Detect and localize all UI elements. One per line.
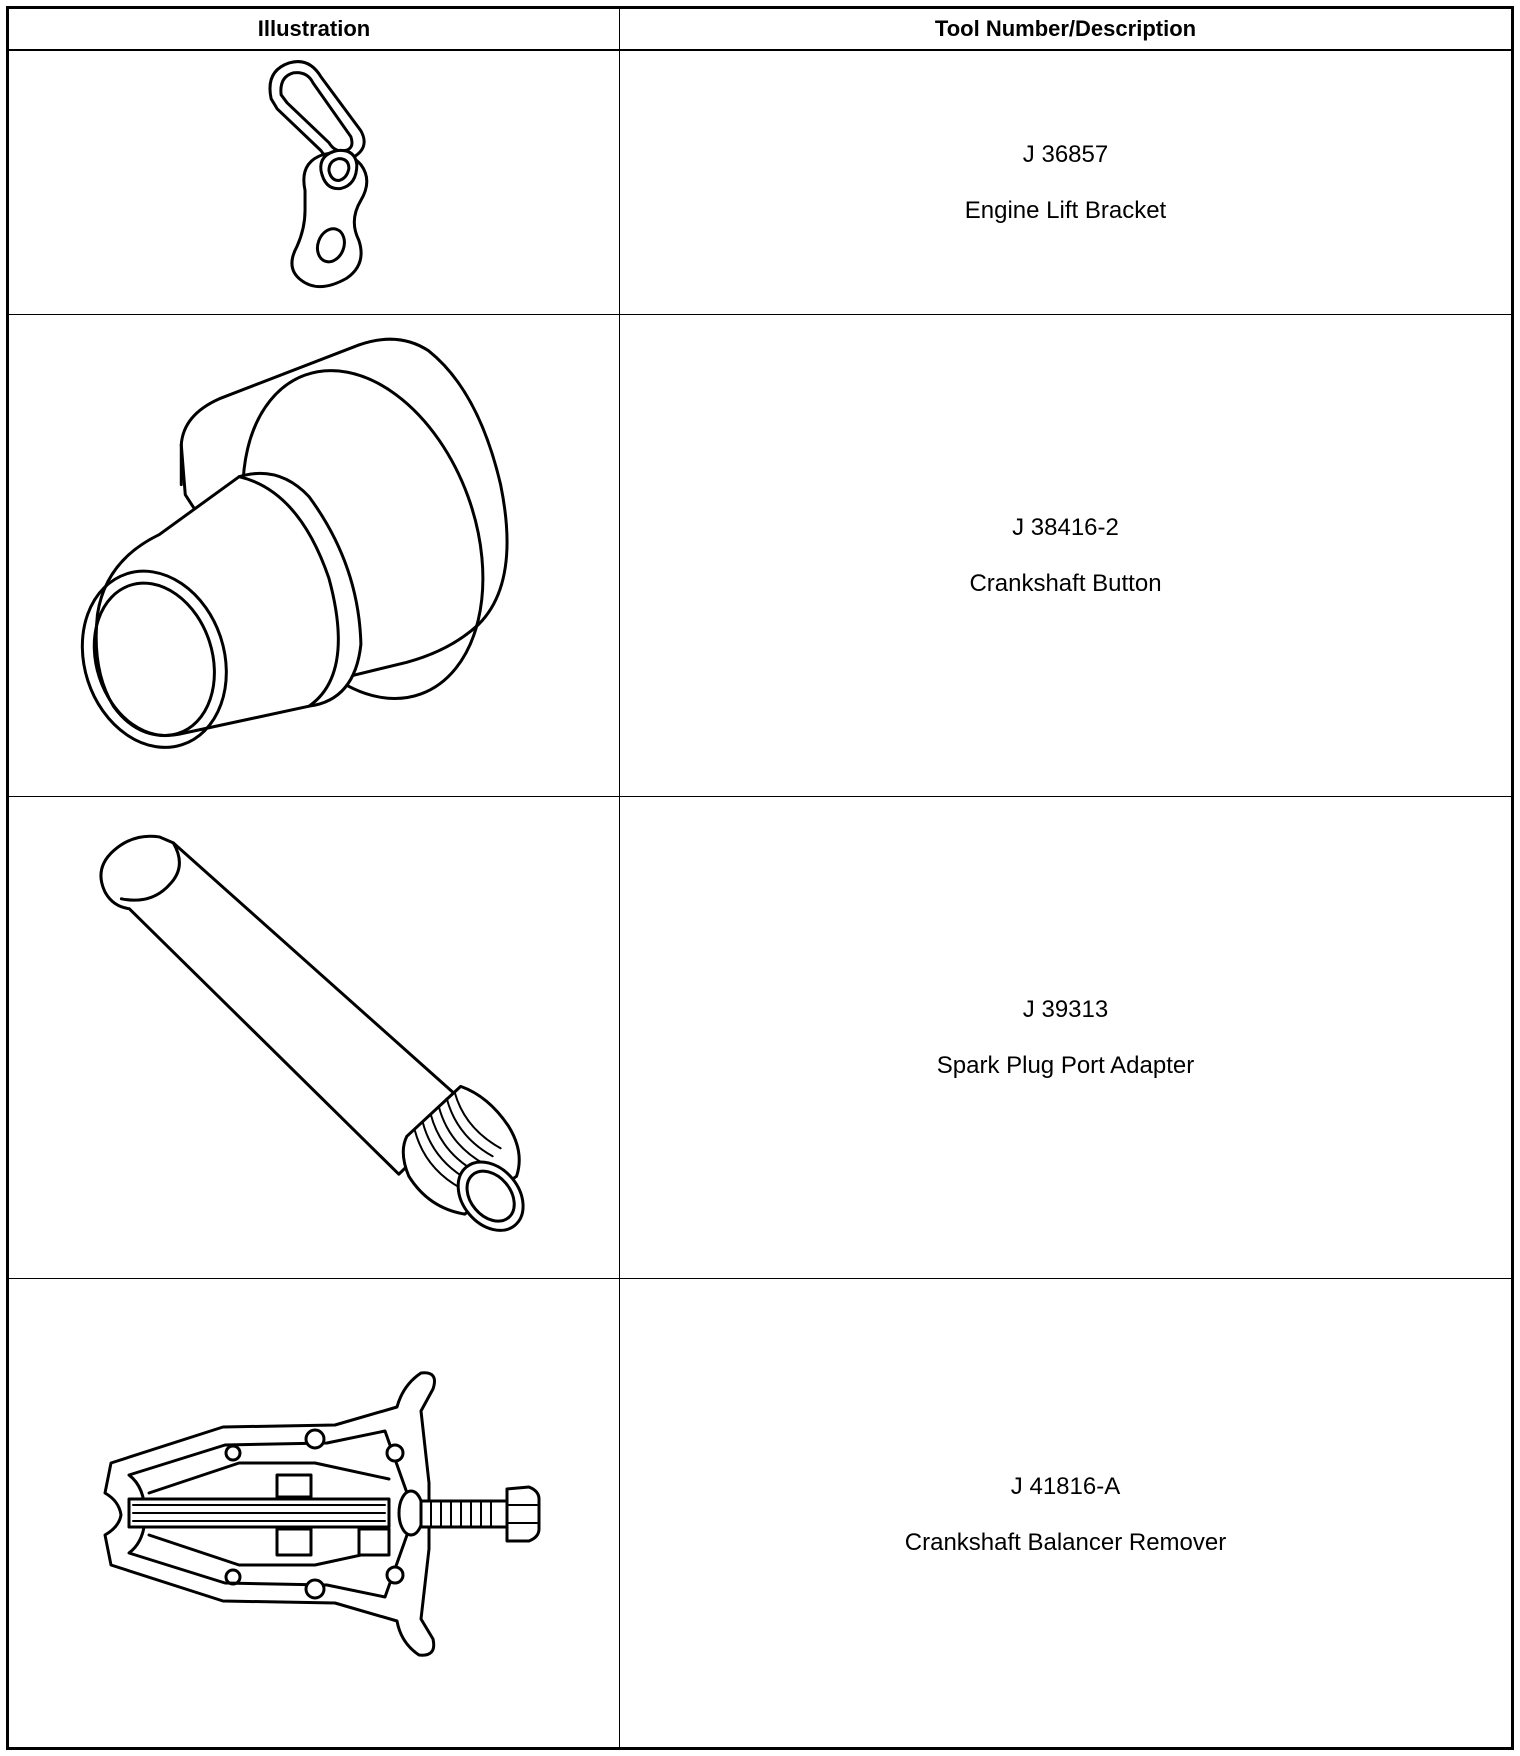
table-row	[9, 51, 1511, 315]
tool-description-cell	[620, 315, 1511, 796]
tool-table	[6, 6, 1514, 1750]
table-row	[9, 1279, 1511, 1750]
engine-lift-bracket-illustration	[9, 51, 619, 314]
tool-number: J 41816-A	[1010, 1472, 1121, 1500]
tool-description-cell	[620, 1279, 1511, 1750]
table-row	[9, 315, 1511, 797]
tool-description: Crankshaft Balancer Remover	[904, 1528, 1227, 1556]
table-header	[9, 9, 1511, 51]
table-row	[9, 797, 1511, 1279]
crankshaft-balancer-remover-illustration	[9, 1279, 619, 1750]
tool-description: Spark Plug Port Adapter	[936, 1051, 1195, 1079]
tool-description: Engine Lift Bracket	[964, 196, 1167, 224]
tool-description-cell	[620, 797, 1511, 1278]
tool-number: J 38416-2	[1012, 513, 1119, 541]
crankshaft-button-illustration	[9, 315, 619, 796]
tool-number: J 39313	[1022, 995, 1109, 1023]
header-tool-description: Tool Number/Description	[934, 16, 1197, 41]
header-illustration: Illustration	[257, 16, 371, 41]
tool-description-cell	[620, 51, 1511, 314]
tool-description: Crankshaft Button	[969, 569, 1162, 597]
tool-number: J 36857	[1022, 140, 1109, 168]
spark-plug-port-adapter-illustration	[9, 797, 619, 1278]
